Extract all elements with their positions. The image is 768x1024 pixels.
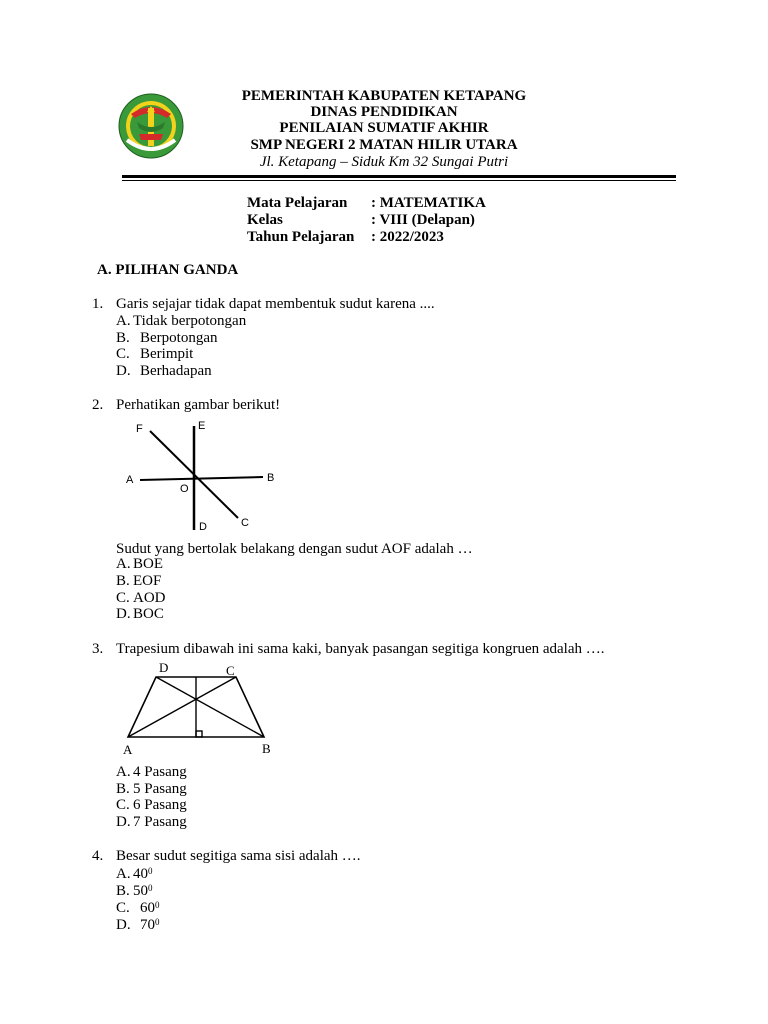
- label-e: E: [198, 420, 206, 432]
- label-d: D: [159, 660, 169, 675]
- option-letter: D.: [116, 814, 131, 830]
- isosceles-trapezoid-figure: [118, 660, 278, 760]
- question-text: Garis sejajar tidak dapat membentuk sudut karena ....: [116, 296, 435, 312]
- option-letter: D.: [116, 606, 131, 622]
- option-b: [116, 573, 161, 590]
- question-number: 3.: [92, 641, 104, 657]
- option-letter: B.: [116, 883, 130, 899]
- option-text: Tidak berpotongan: [133, 313, 247, 329]
- option-text: 7 Pasang: [133, 814, 187, 830]
- degree-superscript: 0: [148, 866, 153, 876]
- label-d: D: [199, 521, 207, 533]
- option-text: Berimpit: [140, 346, 194, 362]
- diagonal-bd: [156, 677, 264, 737]
- option-d: [116, 606, 164, 623]
- option-text: BOE: [133, 556, 163, 572]
- meta-value: : VIII (Delapan): [371, 212, 475, 228]
- option-b: [116, 883, 153, 900]
- question-number: 1.: [92, 296, 104, 312]
- option-letter: C.: [116, 590, 130, 606]
- meta-subject: [247, 195, 486, 212]
- meta-label: Mata Pelajaran: [247, 195, 348, 211]
- header-exam-title: PENILAIAN SUMATIF AKHIR: [279, 120, 489, 136]
- diagonal-ac: [128, 677, 236, 737]
- degree-superscript: 0: [155, 900, 160, 910]
- option-letter: B.: [116, 330, 130, 346]
- option-c: [116, 346, 193, 363]
- option-d: [116, 363, 212, 380]
- header-address: Jl. Ketapang – Siduk Km 32 Sungai Putri: [259, 154, 509, 170]
- header-government: PEMERINTAH KABUPATEN KETAPANG: [241, 88, 527, 104]
- option-value: 70: [140, 917, 155, 933]
- meta-value: : 2022/2023: [371, 229, 444, 245]
- header-department: DINAS PENDIDIKAN: [310, 104, 458, 120]
- option-c: [116, 590, 166, 607]
- option-a: [116, 313, 246, 330]
- label-c: C: [241, 517, 249, 529]
- option-b: [116, 330, 217, 347]
- meta-class: [247, 212, 475, 229]
- option-letter: D.: [116, 363, 131, 379]
- header-school-name: SMP NEGERI 2 MATAN HILIR UTARA: [250, 137, 518, 153]
- option-text: 5 Pasang: [133, 781, 187, 797]
- option-text: Berhadapan: [140, 363, 212, 379]
- question-text: Besar sudut segitiga sama sisi adalah ….: [116, 848, 361, 864]
- option-text: EOF: [133, 573, 162, 589]
- option-d: [116, 917, 160, 934]
- option-letter: A.: [116, 556, 131, 572]
- line-ab: [140, 477, 263, 480]
- option-letter: D.: [116, 917, 131, 933]
- question-number: 4.: [92, 848, 104, 864]
- label-a: A: [123, 742, 133, 757]
- option-letter: A.: [116, 866, 131, 882]
- label-o: O: [180, 483, 189, 495]
- option-value: 60: [140, 900, 155, 916]
- section-title: A. PILIHAN GANDA: [97, 262, 239, 278]
- option-a: [116, 764, 187, 781]
- option-text: 6 Pasang: [133, 797, 187, 813]
- option-letter: C.: [116, 900, 130, 916]
- option-value: 50: [133, 883, 148, 899]
- option-c: [116, 797, 187, 814]
- option-letter: B.: [116, 573, 130, 589]
- header-rule-thick: [122, 175, 676, 178]
- option-text: Berpotongan: [140, 330, 218, 346]
- option-letter: A.: [116, 764, 131, 780]
- option-text: BOC: [133, 606, 164, 622]
- option-letter: C.: [116, 346, 130, 362]
- meta-label: Tahun Pelajaran: [247, 229, 355, 245]
- question-text: Perhatikan gambar berikut!: [116, 397, 281, 413]
- question-text: Trapesium dibawah ini sama kaki, banyak pasangan segitiga kongruen adalah ….: [116, 641, 605, 657]
- option-c: [116, 900, 160, 917]
- degree-superscript: 0: [148, 883, 153, 893]
- option-value: 40: [133, 866, 148, 882]
- label-a: A: [126, 474, 134, 486]
- option-a: [116, 556, 163, 573]
- intersecting-lines-figure: [120, 418, 290, 534]
- option-letter: A.: [116, 313, 131, 329]
- question-prompt: Sudut yang bertolak belakang dengan sudut AOF adalah …: [116, 541, 473, 557]
- option-d: [116, 814, 187, 831]
- option-text: AOD: [133, 590, 166, 606]
- label-b: B: [262, 741, 271, 756]
- option-a: [116, 866, 153, 883]
- label-b: B: [267, 472, 275, 484]
- label-f: F: [136, 423, 143, 435]
- option-text: 4 Pasang: [133, 764, 187, 780]
- right-angle-marker: [196, 731, 202, 737]
- option-letter: B.: [116, 781, 130, 797]
- header-rule-thin: [122, 180, 676, 181]
- option-letter: C.: [116, 797, 130, 813]
- degree-superscript: 0: [155, 917, 160, 927]
- option-b: [116, 781, 187, 798]
- meta-year: [247, 229, 444, 246]
- meta-value: : MATEMATIKA: [371, 195, 486, 211]
- question-number: 2.: [92, 397, 104, 413]
- label-c: C: [226, 663, 235, 678]
- meta-label: Kelas: [247, 212, 283, 228]
